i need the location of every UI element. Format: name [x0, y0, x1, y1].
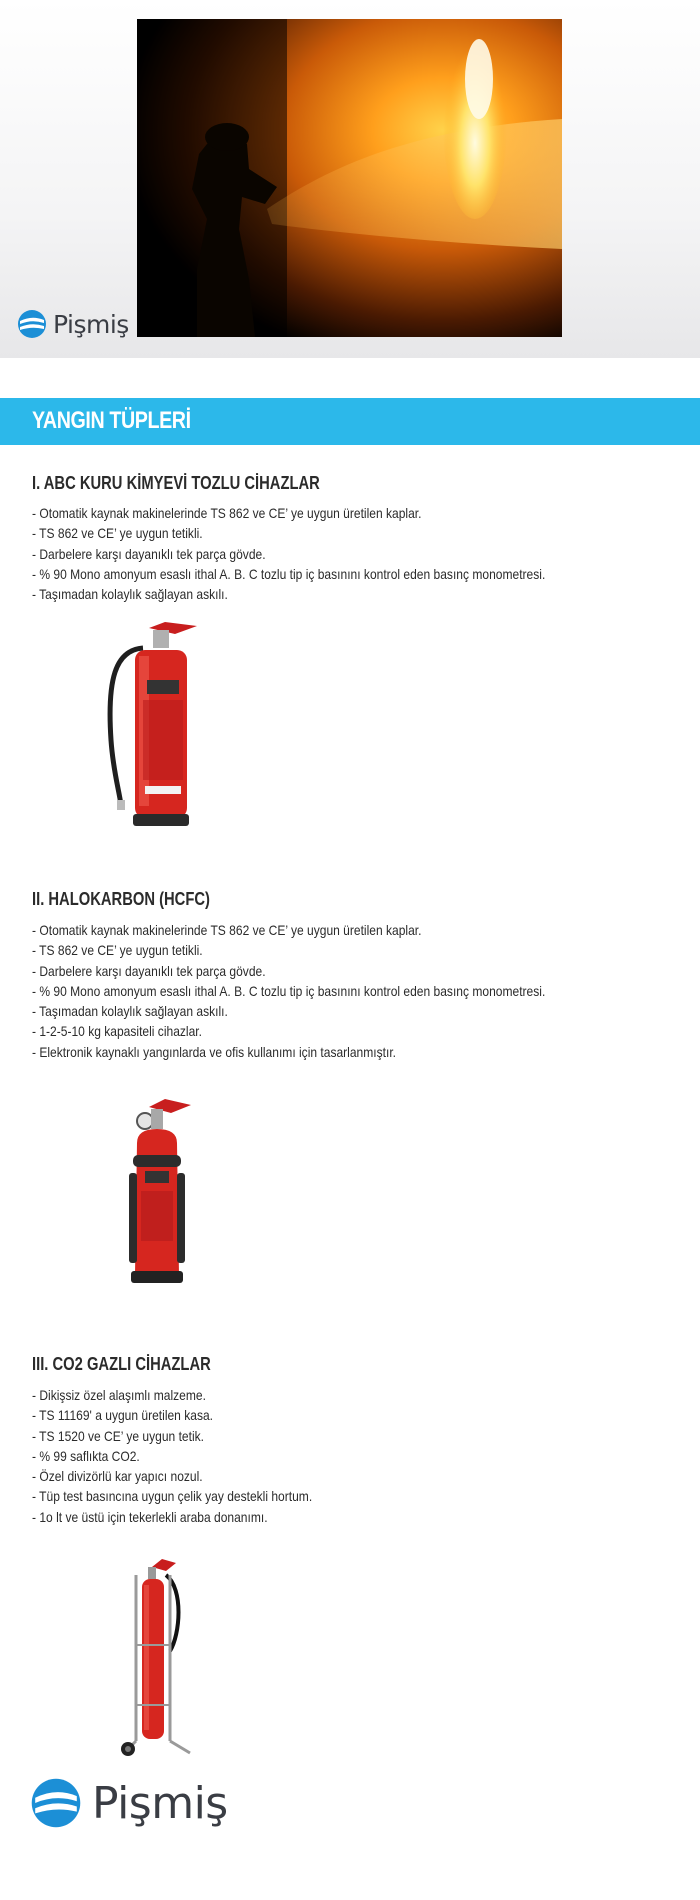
logo-icon — [30, 1777, 82, 1829]
list-item: - TS 1520 ve CE’ ye uygun tetik. — [32, 1427, 204, 1444]
footer-brand-logo — [30, 1775, 228, 1831]
list-item: - 1-2-5-10 kg kapasiteli cihazlar. — [32, 1023, 202, 1040]
bullet-list-halokarbon — [32, 920, 629, 1062]
co2-extinguisher-trolley-image — [118, 1555, 198, 1765]
list-item: - Özel divizörlü kar yapıcı nozul. — [32, 1468, 203, 1485]
list-item: - Otomatik kaynak makinelerinde TS 862 ve CE’ ye uygun üretilen kaplar. — [32, 505, 422, 521]
hero-section — [0, 0, 700, 358]
list-item: - Dikişsiz özel alaşımlı malzeme. — [32, 1387, 206, 1403]
logo-icon — [17, 309, 47, 339]
section-title-halokarbon: II. HALOKARBON (HCFC) — [32, 889, 210, 909]
section-banner — [0, 398, 700, 445]
list-item: - % 90 Mono amonyum esaslı ithal A. B. C tozlu tip iç basınını kontrol eden basınç monometresi. — [32, 565, 546, 582]
list-item: - Taşımadan kolaylık sağlayan askılı. — [32, 586, 228, 603]
list-item: - % 99 saflıkta CO2. — [32, 1447, 140, 1464]
abc-extinguisher-image — [105, 620, 200, 835]
section-title-abc: I. ABC KURU KİMYEVİ TOZLU CİHAZLAR — [32, 473, 320, 493]
brand-logo — [17, 306, 129, 342]
logo-text: Pişmiş — [92, 1777, 228, 1829]
bullet-list-abc — [32, 503, 629, 604]
list-item: - Taşımadan kolaylık sağlayan askılı. — [32, 1003, 228, 1020]
hero-image — [137, 19, 562, 337]
list-item: - TS 862 ve CE’ ye uygun tetikli. — [32, 525, 203, 542]
list-item: - % 90 Mono amonyum esaslı ithal A. B. C tozlu tip iç basınını kontrol eden basınç monometresi. — [32, 982, 546, 999]
section-title-co2: III. CO2 GAZLI CİHAZLAR — [32, 1354, 211, 1374]
halokarbon-extinguisher-image — [115, 1095, 195, 1295]
list-item: - TS 11169' a uygun üretilen kasa. — [32, 1407, 214, 1424]
list-item: - Elektronik kaynaklı yangınlarda ve ofis kullanımı için tasarlanmıştır. — [32, 1043, 397, 1060]
list-item: - Otomatik kaynak makinelerinde TS 862 ve CE’ ye uygun üretilen kaplar. — [32, 922, 422, 938]
bullet-list-co2 — [32, 1385, 358, 1527]
logo-text: Pişmiş — [53, 309, 129, 339]
list-item: - Tüp test basıncına uygun çelik yay destekli hortum. — [32, 1488, 313, 1505]
list-item: - Darbelere karşı dayanıklı tek parça gövde. — [32, 545, 266, 562]
list-item: - Darbelere karşı dayanıklı tek parça gövde. — [32, 962, 266, 979]
list-item: - 1o lt ve üstü için tekerlekli araba donanımı. — [32, 1508, 268, 1525]
list-item: - TS 862 ve CE’ ye uygun tetikli. — [32, 942, 203, 959]
banner-title: YANGIN TÜPLERİ — [32, 407, 191, 434]
